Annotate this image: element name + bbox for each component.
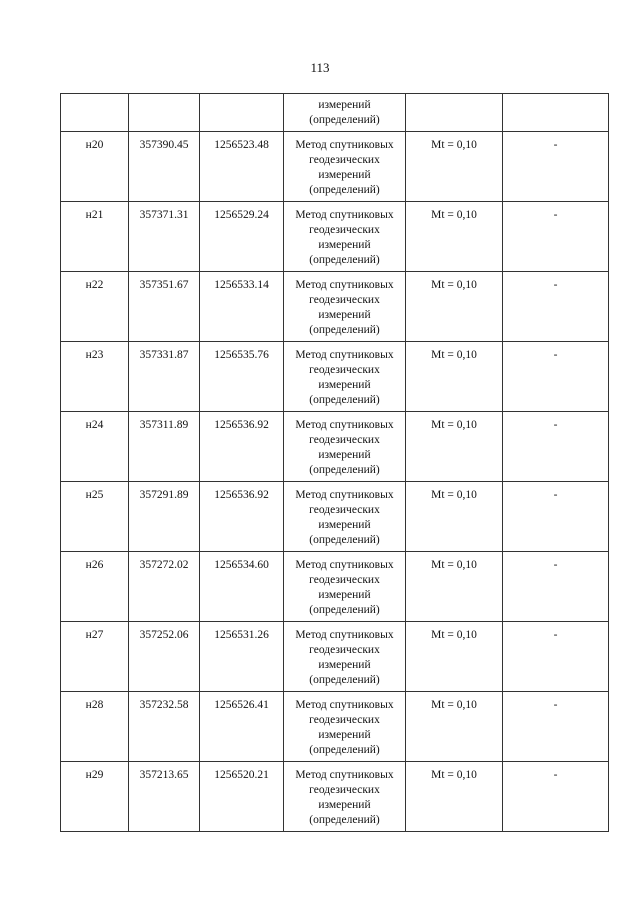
table-row xyxy=(61,342,609,412)
method-line: геодезических xyxy=(309,294,380,306)
cell-x: 357351.67 xyxy=(129,272,200,342)
cell-accuracy: Mt = 0,10 xyxy=(406,132,503,202)
method-line: измерений xyxy=(318,239,371,251)
table-row xyxy=(61,552,609,622)
method-line: (определений) xyxy=(309,324,380,336)
cell-y xyxy=(200,94,284,132)
method-line: геодезических xyxy=(309,364,380,376)
method-line: геодезических xyxy=(309,644,380,656)
cell-point: н20 xyxy=(61,132,129,202)
cell-y: 1256531.26 xyxy=(200,622,284,692)
method-line: измерений xyxy=(318,659,371,671)
cell-note: - xyxy=(503,202,609,272)
cell-accuracy: Mt = 0,10 xyxy=(406,622,503,692)
cell-point: н21 xyxy=(61,202,129,272)
method-line: геодезических xyxy=(309,434,380,446)
method-line: (определений) xyxy=(309,254,380,266)
table-row xyxy=(61,622,609,692)
cell-accuracy: Mt = 0,10 xyxy=(406,272,503,342)
cell-note: - xyxy=(503,412,609,482)
method-line: Метод спутниковых xyxy=(295,349,394,361)
cell-y: 1256536.92 xyxy=(200,482,284,552)
table-row xyxy=(61,412,609,482)
method-line: (определений) xyxy=(309,744,380,756)
method-line: измерений xyxy=(318,379,371,391)
method-line: (определений) xyxy=(309,814,380,826)
coordinates-table xyxy=(60,93,609,832)
cell-note: - xyxy=(503,622,609,692)
method-line: Метод спутниковых xyxy=(295,279,394,291)
cell-x: 357331.87 xyxy=(129,342,200,412)
cell-x: 357390.45 xyxy=(129,132,200,202)
coordinates-table-body xyxy=(61,94,609,832)
cell-accuracy: Mt = 0,10 xyxy=(406,552,503,622)
table-row-continuation xyxy=(61,94,609,132)
cell-method xyxy=(284,202,406,272)
cell-point: н28 xyxy=(61,692,129,762)
cell-method xyxy=(284,622,406,692)
method-line: измерений xyxy=(318,449,371,461)
cell-x: 357232.58 xyxy=(129,692,200,762)
page-number: 113 xyxy=(310,60,330,75)
method-line: (определений) xyxy=(309,534,380,546)
method-line: геодезических xyxy=(309,224,380,236)
cell-x: 357252.06 xyxy=(129,622,200,692)
method-line: измерений xyxy=(318,99,371,111)
method-line: Метод спутниковых xyxy=(295,209,394,221)
method-line: (определений) xyxy=(309,674,380,686)
cell-y: 1256533.14 xyxy=(200,272,284,342)
table-row xyxy=(61,202,609,272)
cell-x xyxy=(129,94,200,132)
cell-y: 1256529.24 xyxy=(200,202,284,272)
cell-method xyxy=(284,762,406,832)
method-line: (определений) xyxy=(309,184,380,196)
cell-point: н25 xyxy=(61,482,129,552)
method-line: измерений xyxy=(318,519,371,531)
cell-accuracy: Mt = 0,10 xyxy=(406,762,503,832)
method-line: Метод спутниковых xyxy=(295,699,394,711)
method-line: измерений xyxy=(318,729,371,741)
cell-point xyxy=(61,94,129,132)
cell-note: - xyxy=(503,482,609,552)
cell-x: 357272.02 xyxy=(129,552,200,622)
cell-accuracy xyxy=(406,94,503,132)
cell-x: 357213.65 xyxy=(129,762,200,832)
method-line: (определений) xyxy=(309,464,380,476)
cell-accuracy: Mt = 0,10 xyxy=(406,692,503,762)
table-row xyxy=(61,272,609,342)
method-line: геодезических xyxy=(309,504,380,516)
cell-note: - xyxy=(503,762,609,832)
cell-point: н26 xyxy=(61,552,129,622)
cell-accuracy: Mt = 0,10 xyxy=(406,342,503,412)
cell-point: н24 xyxy=(61,412,129,482)
cell-note: - xyxy=(503,692,609,762)
cell-method xyxy=(284,692,406,762)
method-line: измерений xyxy=(318,799,371,811)
cell-accuracy: Mt = 0,10 xyxy=(406,482,503,552)
cell-y: 1256523.48 xyxy=(200,132,284,202)
table-row xyxy=(61,132,609,202)
cell-method xyxy=(284,132,406,202)
cell-point: н23 xyxy=(61,342,129,412)
method-line: (определений) xyxy=(309,604,380,616)
cell-note: - xyxy=(503,272,609,342)
method-line: измерений xyxy=(318,589,371,601)
cell-point: н29 xyxy=(61,762,129,832)
method-line: Метод спутниковых xyxy=(295,769,394,781)
cell-note: - xyxy=(503,132,609,202)
cell-y: 1256535.76 xyxy=(200,342,284,412)
method-line: (определений) xyxy=(309,114,380,126)
cell-y: 1256534.60 xyxy=(200,552,284,622)
cell-method xyxy=(284,552,406,622)
table-row xyxy=(61,762,609,832)
method-line: Метод спутниковых xyxy=(295,629,394,641)
method-line: (определений) xyxy=(309,394,380,406)
cell-point: н27 xyxy=(61,622,129,692)
cell-method xyxy=(284,412,406,482)
method-line: геодезических xyxy=(309,574,380,586)
cell-point: н22 xyxy=(61,272,129,342)
cell-x: 357311.89 xyxy=(129,412,200,482)
cell-y: 1256526.41 xyxy=(200,692,284,762)
cell-y: 1256536.92 xyxy=(200,412,284,482)
cell-method xyxy=(284,272,406,342)
cell-note: - xyxy=(503,552,609,622)
method-line: геодезических xyxy=(309,784,380,796)
cell-y: 1256520.21 xyxy=(200,762,284,832)
method-line: Метод спутниковых xyxy=(295,419,394,431)
method-line: геодезических xyxy=(309,154,380,166)
cell-note: - xyxy=(503,342,609,412)
cell-method xyxy=(284,342,406,412)
cell-x: 357291.89 xyxy=(129,482,200,552)
table-row xyxy=(61,482,609,552)
method-line: геодезических xyxy=(309,714,380,726)
method-line: измерений xyxy=(318,169,371,181)
cell-method xyxy=(284,482,406,552)
method-line: измерений xyxy=(318,309,371,321)
cell-note xyxy=(503,94,609,132)
table-row xyxy=(61,692,609,762)
cell-x: 357371.31 xyxy=(129,202,200,272)
method-line: Метод спутниковых xyxy=(295,139,394,151)
cell-accuracy: Mt = 0,10 xyxy=(406,202,503,272)
method-line: Метод спутниковых xyxy=(295,489,394,501)
method-line: Метод спутниковых xyxy=(295,559,394,571)
cell-accuracy: Mt = 0,10 xyxy=(406,412,503,482)
cell-method xyxy=(284,94,406,132)
